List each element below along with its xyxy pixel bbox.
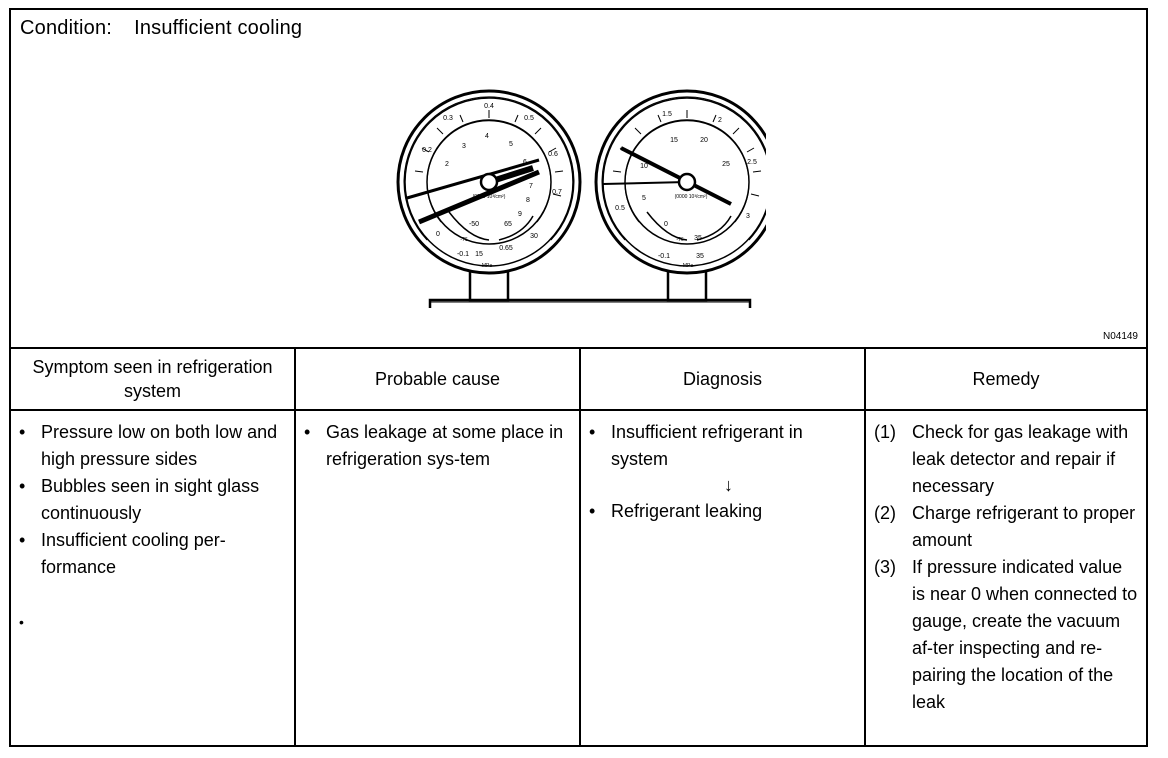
low-inner-tick-1: 3 [462, 143, 466, 150]
remedy-column [864, 349, 1146, 747]
low-outer-tick-0: 0.2 [422, 147, 432, 154]
high-vacuum-3: 35 [694, 235, 702, 242]
high-inner-tick-4: 25 [722, 161, 730, 168]
low-outer-tick-4: 0.6 [548, 151, 558, 158]
low-pressure-gauge [398, 91, 580, 273]
manifold-gauge-illustration [386, 76, 766, 326]
condition-heading [20, 17, 302, 40]
symptom-list [11, 411, 294, 636]
high-inner-tick-0: 5 [642, 195, 646, 202]
low-inner-tick-3: 5 [509, 141, 513, 148]
low-vacuum-4: 15 [475, 251, 483, 258]
list-item: • Bubbles seen in sight glass continuously [19, 473, 288, 527]
low-unit-mpa: MPa [481, 263, 493, 269]
down-arrow-icon: ↓ [724, 475, 733, 495]
bullet: • [304, 422, 311, 442]
low-vacuum-1: -76 [460, 237, 468, 243]
remedy-list [866, 411, 1146, 716]
low-inner-tick-2: 4 [485, 133, 489, 140]
remedy-header: Remedy [866, 349, 1146, 411]
list-item: • Refrigerant leaking [589, 498, 858, 525]
remedy-number: (3) [874, 557, 896, 577]
high-unit-mpa: MPa [682, 263, 694, 269]
low-outer-tick-3: 0.5 [524, 115, 534, 122]
high-unit-kg: (0000 10³/cm²) [674, 194, 708, 200]
high-vacuum-1: -76 [676, 237, 684, 243]
stray-mark: • [19, 614, 24, 630]
low-inner-tick-7: 9 [518, 211, 522, 218]
high-vacuum-2: -0.1 [657, 253, 671, 260]
bullet: • [19, 530, 26, 550]
high-vacuum-0: 0 [664, 221, 668, 228]
low-outer-tick-1: 0.3 [443, 115, 453, 122]
low-inner-tick-6: 8 [526, 197, 530, 204]
high-pressure-gauge [596, 91, 766, 273]
diagnosis-list [581, 411, 864, 525]
condition-chart-frame [9, 8, 1148, 747]
high-inner-tick-1: 10 [640, 163, 648, 170]
symptom-header: Symptom seen in refrigeration system [11, 349, 294, 411]
condition-value: Insufficient cooling [134, 17, 303, 39]
list-item: • Pressure low on both low and high pressure sides [19, 419, 288, 473]
low-inner-tick-4: 6 [523, 159, 527, 166]
low-vacuum-0: -50 [468, 221, 480, 228]
condition-label: Condition: [20, 17, 113, 39]
high-inner-tick-2: 15 [670, 137, 678, 144]
cause-column [294, 349, 579, 747]
bullet: • [19, 476, 26, 496]
low-inner-tick-5: 7 [529, 183, 533, 190]
bullet: • [589, 501, 596, 521]
remedy-number: (1) [874, 422, 896, 442]
high-vacuum-4: 35 [696, 253, 704, 260]
high-outer-tick-3: 3 [746, 213, 750, 220]
diagnosis-column [579, 349, 864, 747]
diagnosis-header: Diagnosis [581, 349, 864, 411]
list-item: (2) Charge refrigerant to proper amount [874, 500, 1140, 554]
list-item: (1) Check for gas leakage with leak detector and repair if necessary [874, 419, 1140, 500]
list-item: • Insufficient cooling per-formance [19, 527, 288, 581]
list-item: • Gas leakage at some place in refrigeration sys-tem [304, 419, 573, 473]
high-outer-tick-2: 2.5 [747, 159, 757, 166]
high-outer-tick-1: 2 [718, 117, 722, 124]
cause-list [296, 411, 579, 473]
low-vacuum-2: 0 [436, 231, 440, 238]
low-outer-tick-5: 0.7 [552, 189, 562, 196]
condition-panel [11, 10, 1146, 349]
low-unit-kg: (0000 10³/cm²) [472, 194, 506, 200]
figure-id: N04149 [1102, 331, 1138, 342]
low-vacuum-6: 0.65 [499, 245, 513, 252]
diagnosis-table [11, 349, 1146, 747]
low-vacuum-3: -0.1 [456, 251, 470, 258]
bullet: • [589, 422, 596, 442]
low-vacuum-5: 65 [504, 221, 512, 228]
high-outer-tick-0: 1.5 [662, 111, 672, 118]
list-item: • Insufficient refrigerant in system [589, 419, 858, 473]
bullet: • [19, 422, 26, 442]
low-inner-tick-0: 2 [445, 161, 449, 168]
symptom-column [11, 349, 294, 747]
cause-header: Probable cause [296, 349, 579, 411]
high-outer-tick-4: 0.5 [615, 205, 625, 212]
high-inner-tick-3: 20 [700, 137, 708, 144]
list-item: (3) If pressure indicated value is near 0 when connected to gauge, create the vacuum af-ter inspecting and re-pairing the location of the leak [874, 554, 1140, 716]
remedy-number: (2) [874, 503, 896, 523]
low-outer-tick-2: 0.4 [484, 103, 494, 110]
low-vacuum-7: 30 [530, 233, 538, 240]
